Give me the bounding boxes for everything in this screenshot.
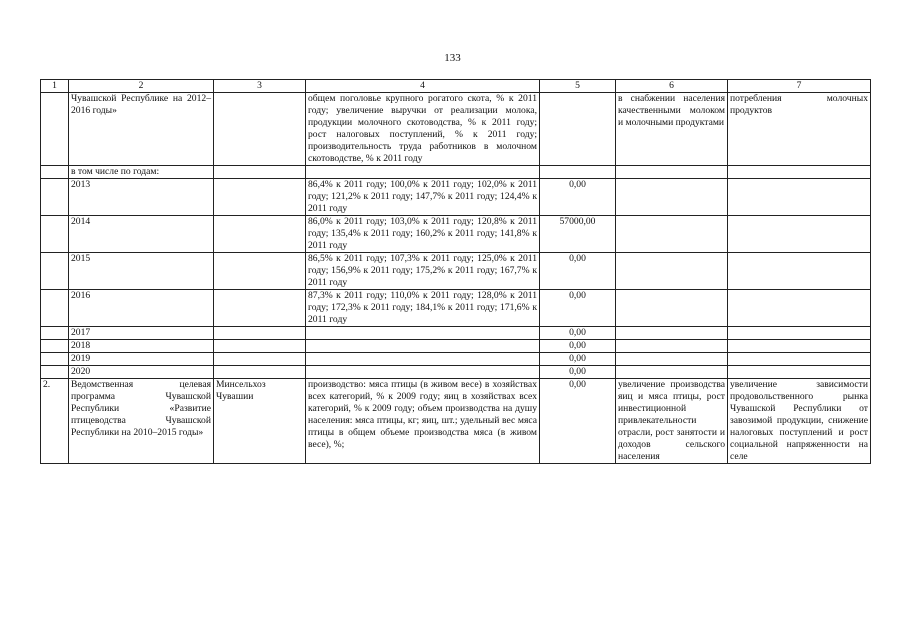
indicators-cell: 86,0% к 2011 году; 103,0% к 2011 году; 120,8% к 2011 году; 135,4% к 2011 году; 160,2% к 2011 году; 141,8% к 2011 году (306, 216, 540, 253)
table-row (41, 366, 871, 379)
amount-cell: 57000,00 (540, 216, 616, 253)
column-number: 6 (616, 80, 728, 93)
table-row (41, 253, 871, 290)
year-cell: 2019 (69, 353, 214, 366)
year-cell: 2014 (69, 216, 214, 253)
table-row (41, 166, 871, 179)
year-cell: 2013 (69, 179, 214, 216)
row-number-cell (41, 93, 69, 166)
result-cell: увеличение производства яиц и мяса птицы, рост инвестиционной привлекательности отрасли, рост занятости и доходов сельского населения (616, 379, 728, 464)
table-row (41, 179, 871, 216)
amount-cell: 0,00 (540, 340, 616, 353)
year-cell: 2020 (69, 366, 214, 379)
amount-cell: 0,00 (540, 327, 616, 340)
program-table (40, 79, 871, 464)
program-name-cell: Чувашской Республике на 2012–2016 годы» (69, 93, 214, 166)
page-number: 133 (444, 52, 461, 64)
column-number: 3 (214, 80, 306, 93)
column-number: 7 (728, 80, 871, 93)
column-number: 5 (540, 80, 616, 93)
column-number: 1 (41, 80, 69, 93)
program-name-cell: Ведомственная целевая программа Чувашской Республики «Развитие птицеводства Чувашской Республики на 2010–2015 годы» (69, 379, 214, 464)
table-row (41, 379, 871, 464)
indicators-cell: 86,5% к 2011 году; 107,3% к 2011 году; 125,0% к 2011 году; 156,9% к 2011 году; 175,2% к 2011 году; 167,7% к 2011 году (306, 253, 540, 290)
consequence-cell: увеличение зависимости продовольственного рынка Чувашской Республики от завозимой продукции, снижение налоговых поступлений и рост социальной напряженности на селе (728, 379, 871, 464)
amount-cell: 0,00 (540, 379, 616, 464)
table-row (41, 353, 871, 366)
amount-cell: 0,00 (540, 253, 616, 290)
amount-cell: 0,00 (540, 366, 616, 379)
row-number-cell: 2. (41, 379, 69, 464)
amount-cell: 0,00 (540, 290, 616, 327)
year-cell: 2016 (69, 290, 214, 327)
indicators-cell: 86,4% к 2011 году; 100,0% к 2011 году; 102,0% к 2011 году; 121,2% к 2011 году; 147,7% к 2011 году; 124,4% к 2011 году (306, 179, 540, 216)
indicators-cell: 87,3% к 2011 году; 110,0% к 2011 году; 128,0% к 2011 году; 172,3% к 2011 году; 184,1% к 2011 году; 171,6% к 2011 году (306, 290, 540, 327)
result-cell: в снабжении населения качественными молоком и молочными продуктами (616, 93, 728, 166)
indicators-cell: производство: мяса птицы (в живом весе) в хозяйствах всех категорий, % к 2009 году; яиц в хозяйствах всех категорий, % к 2009 году; объем производства на душу населения: мяса птицы, кг; яиц, шт.; удельный вес мяса птицы в общем объеме производства мяса (в живом весе), %; (306, 379, 540, 464)
year-cell: 2017 (69, 327, 214, 340)
by-years-label: в том числе по годам: (69, 166, 214, 179)
column-number-row (41, 80, 871, 93)
year-cell: 2015 (69, 253, 214, 290)
table-row (41, 340, 871, 353)
consequence-cell: потребления молочных продуктов (728, 93, 871, 166)
year-cell: 2018 (69, 340, 214, 353)
amount-cell: 0,00 (540, 179, 616, 216)
table-row (41, 216, 871, 253)
column-number: 4 (306, 80, 540, 93)
executor-cell (214, 93, 306, 166)
column-number: 2 (69, 80, 214, 93)
indicators-cell: общем поголовье крупного рогатого скота, % к 2011 году; увеличение выручки от реализации молока, продукции молочного скотоводства, % к 2011 году; рост налоговых поступлений, % к 2011 году; производительность труда работников в молочном скотоводстве, % к 2011 году (306, 93, 540, 166)
executor-cell: Минсельхоз Чувашии (214, 379, 306, 464)
amount-cell (540, 93, 616, 166)
table-row (41, 327, 871, 340)
amount-cell: 0,00 (540, 353, 616, 366)
table-row (41, 93, 871, 166)
table-row (41, 290, 871, 327)
